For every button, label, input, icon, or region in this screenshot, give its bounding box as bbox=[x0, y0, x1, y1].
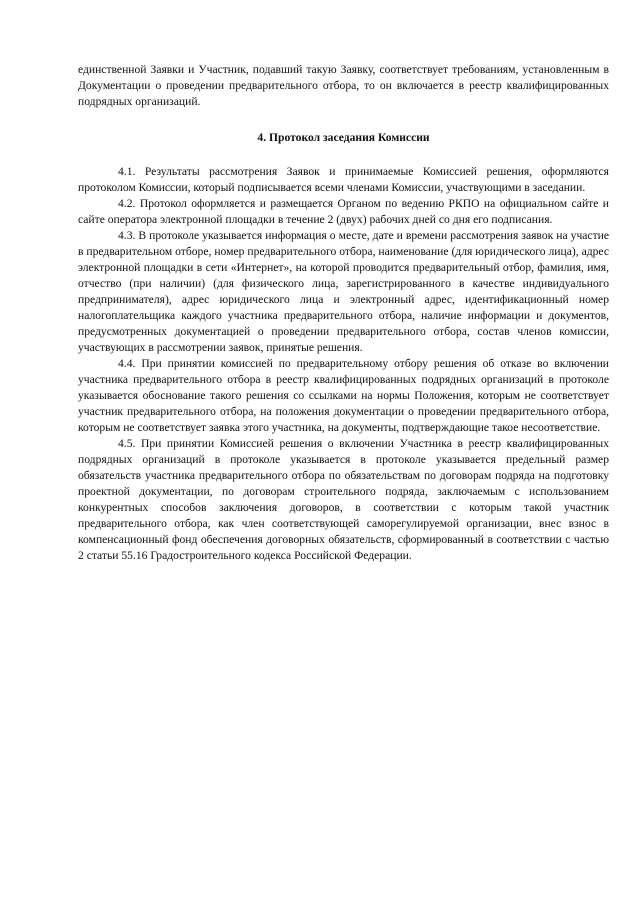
paragraph-4-4: 4.4. При принятии комиссией по предварительному отбору решения об отказе во включении участника предварительного отбора в реестр квалифицированных подрядных организаций в протоколе указывается обоснование такого решения со ссылками на нормы Положения, которым не соответствует участник предварительного отбора, на положения документации о проведении предварительного отбора, которым не соответствует заявка этого участника, на документы, подтверждающие такое несоответствие. bbox=[78, 357, 609, 434]
paragraph-4-2: 4.2. Протокол оформляется и размещается Органом по ведению РКПО на официальном сайте и сайте оператора электронной площадки в течение 2 (двух) рабочих дней со дня его подписания. bbox=[78, 197, 609, 226]
paragraph-4-1: 4.1. Результаты рассмотрения Заявок и принимаемые Комиссией решения, оформляются протоколом Комиссии, который подписывается всеми членами Комиссии, участвующими в заседании. bbox=[78, 165, 609, 194]
section-heading: 4. Протокол заседания Комиссии bbox=[257, 131, 430, 144]
document-page bbox=[78, 62, 609, 564]
intro-paragraph: единственной Заявки и Участник, подавший такую Заявку, соответствует требованиям, установленным в Документации о проведении предварительного отбора, то он включается в реестр квалифицированных подрядных организаций. bbox=[78, 63, 609, 108]
paragraph-4-5: 4.5. При принятии Комиссией решения о включении Участника в реестр квалифицированных подрядных организаций в протоколе указывается в протоколе указывается предельный размер обязательств участника предварительного отбора по обязательствам по договорам подряда на подготовку проектной документации, по договорам строительного подряда, заключаемым с использованием конкурентных способов заключения договоров, в соответствии с которым такой участник предварительного отбора, как член соответствующей саморегулируемой организации, внес взнос в компенсационный фонд обеспечения договорных обязательств, сформированный в соответствии с частью 2 статьи 55.16 Градостроительного кодекса Российской Федерации. bbox=[78, 437, 609, 562]
paragraph-4-3: 4.3. В протоколе указывается информация о месте, дате и времени рассмотрения заявок на участие в предварительном отборе, номер предварительного отбора, наименование (для юридического лица), адрес электронной площадки в сети «Интернет», на которой проводится предварительный отбор, фамилия, имя, отчество (при наличии) (для физического лица, зарегистрированного в качестве индивидуального предпринимателя), адрес юридического лица и электронный адрес, идентификационный номер налогоплательщика каждого участника предварительного отбора, наличие информации и документов, предусмотренных документацией о проведении предварительного отбора, состав членов комиссии, участвующих в рассмотрении заявок, принятые решения. bbox=[78, 229, 609, 354]
